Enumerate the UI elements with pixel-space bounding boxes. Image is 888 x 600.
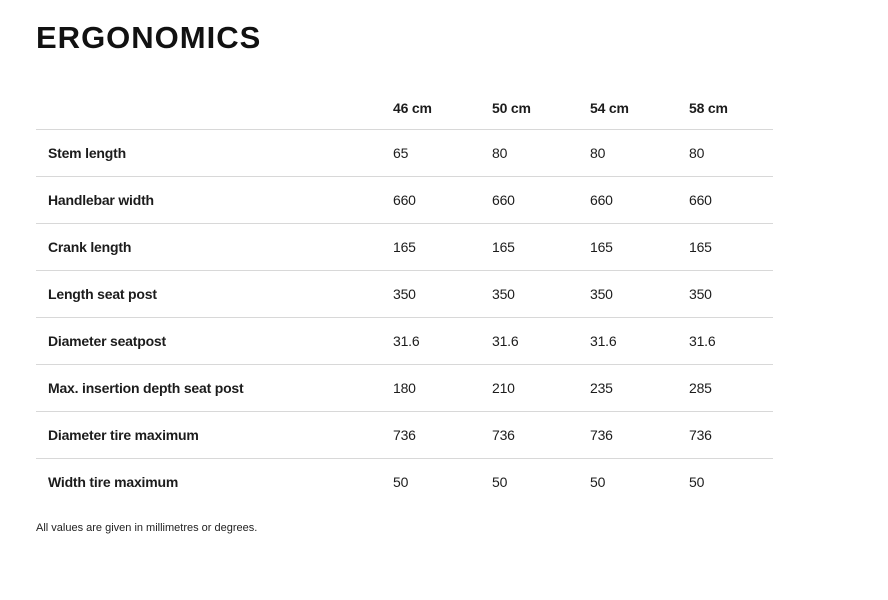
row-value: 285 [689, 379, 712, 396]
row-value: 50 [492, 474, 508, 491]
row-value: 736 [393, 426, 416, 443]
row-label: Stem length [48, 144, 126, 161]
row-value: 165 [393, 238, 416, 255]
row-value: 660 [393, 191, 416, 208]
row-value: 180 [393, 379, 416, 396]
row-value: 31.6 [492, 332, 519, 349]
row-label: Width tire maximum [48, 474, 179, 491]
page-title: ERGONOMICS [36, 20, 262, 55]
row-value: 736 [689, 426, 712, 443]
row-value: 31.6 [689, 332, 716, 349]
row-value: 736 [590, 426, 613, 443]
table-row-diameter-tire-maximum [36, 412, 773, 459]
row-value: 350 [689, 285, 712, 302]
row-value: 660 [689, 191, 712, 208]
table-row-max-insertion-depth-seat-post [36, 365, 773, 412]
units-footnote: All values are given in millimetres or degrees. [36, 521, 258, 534]
row-label: Length seat post [48, 285, 157, 302]
table-header-row [36, 88, 773, 130]
row-value: 350 [590, 285, 613, 302]
row-value: 80 [689, 144, 705, 161]
row-value: 50 [590, 474, 606, 491]
row-value: 31.6 [590, 332, 617, 349]
column-header-58cm: 58 cm [689, 100, 728, 117]
row-value: 165 [590, 238, 613, 255]
row-value: 660 [492, 191, 515, 208]
ergonomics-spec-table [36, 88, 773, 506]
table-row-length-seat-post [36, 271, 773, 318]
row-value: 235 [590, 379, 613, 396]
row-value: 350 [393, 285, 416, 302]
table-row-stem-length [36, 130, 773, 177]
column-header-46cm: 46 cm [393, 100, 432, 117]
row-value: 65 [393, 144, 409, 161]
column-header-50cm: 50 cm [492, 100, 531, 117]
row-label: Diameter seatpost [48, 332, 166, 349]
row-label: Diameter tire maximum [48, 426, 199, 443]
row-value: 165 [689, 238, 712, 255]
table-row-handlebar-width [36, 177, 773, 224]
table-row-diameter-seatpost [36, 318, 773, 365]
column-header-54cm: 54 cm [590, 100, 629, 117]
table-row-width-tire-maximum [36, 459, 773, 506]
row-value: 660 [590, 191, 613, 208]
row-value: 80 [590, 144, 606, 161]
row-value: 31.6 [393, 332, 420, 349]
row-value: 350 [492, 285, 515, 302]
row-value: 80 [492, 144, 508, 161]
row-label: Crank length [48, 238, 132, 255]
row-value: 50 [393, 474, 409, 491]
row-label: Max. insertion depth seat post [48, 379, 244, 396]
table-row-crank-length [36, 224, 773, 271]
row-value: 165 [492, 238, 515, 255]
row-value: 210 [492, 379, 515, 396]
row-value: 736 [492, 426, 515, 443]
row-value: 50 [689, 474, 705, 491]
row-label: Handlebar width [48, 191, 154, 208]
